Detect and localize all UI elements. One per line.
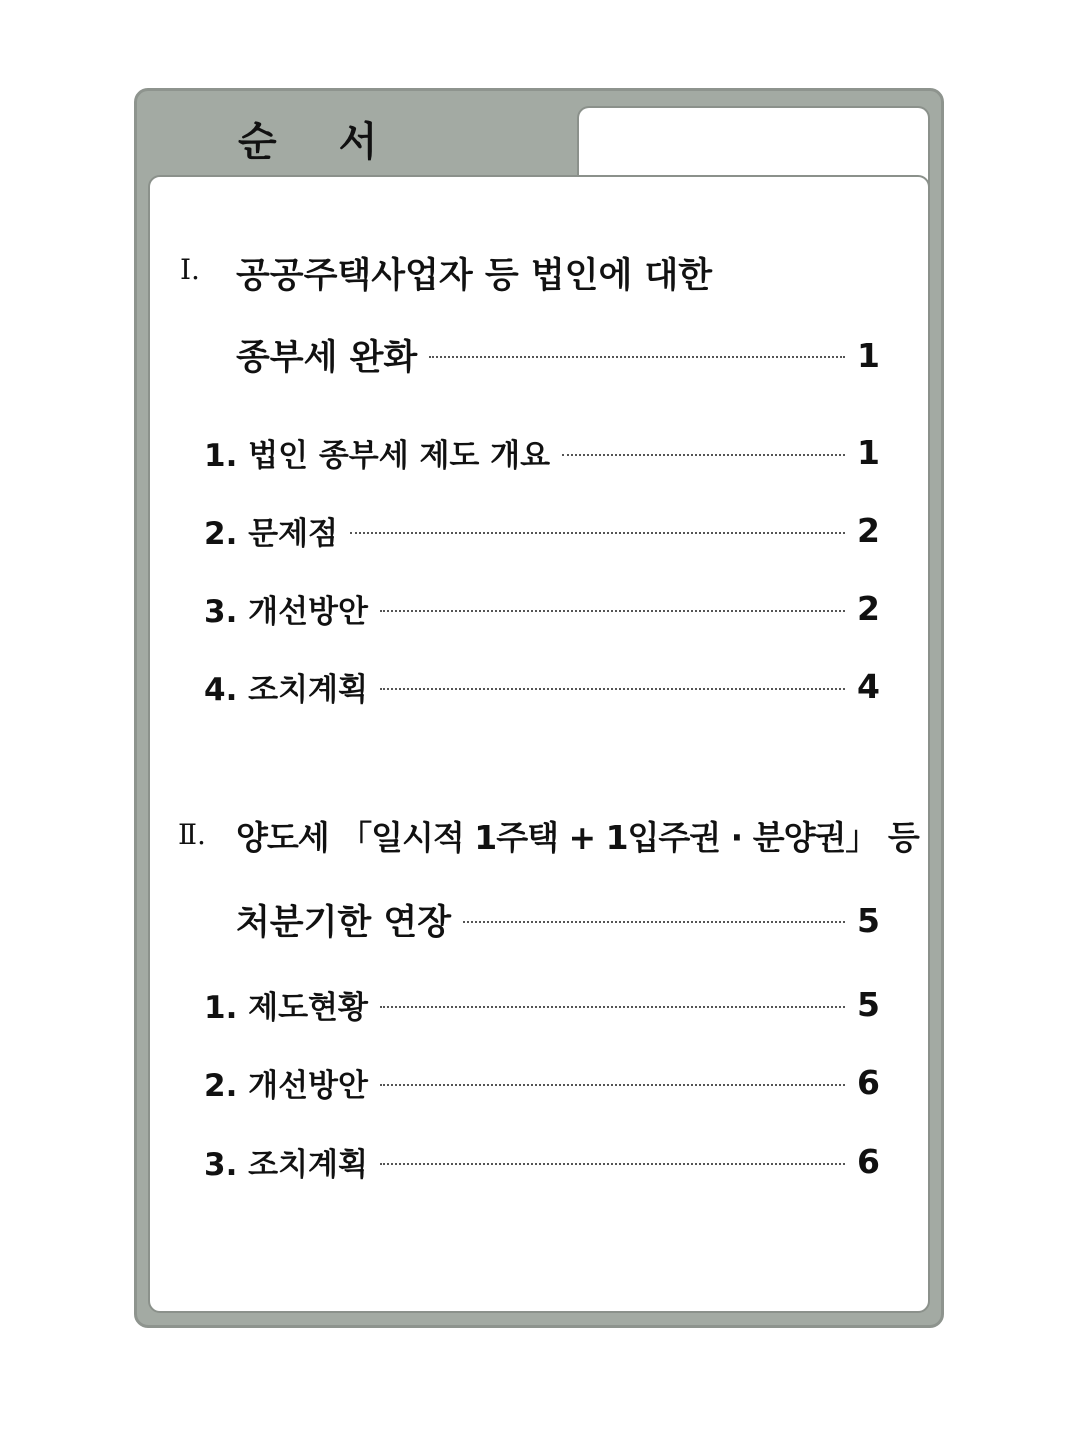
- dot-leader: [380, 1163, 845, 1165]
- dot-leader: [380, 688, 845, 690]
- page-title: [238, 110, 377, 167]
- toc-item-1-1[interactable]: [204, 430, 880, 475]
- toc-item-label: 1. 제도현황: [204, 990, 368, 1026]
- dot-leader: [429, 356, 845, 358]
- dot-leader: [380, 610, 845, 612]
- section-1-numeral: Ⅰ.: [180, 253, 200, 286]
- section-1-title-line2: 종부세 완화: [236, 338, 418, 378]
- toc-item-page: 6: [857, 1063, 880, 1102]
- toc-item-label: 2. 개선방안: [204, 1068, 368, 1104]
- section-2-heading-line2[interactable]: [236, 895, 880, 945]
- toc-item-label: 4. 조치계획: [204, 672, 368, 708]
- title-char-2: 서: [338, 119, 378, 165]
- toc-item-page: 5: [857, 985, 880, 1024]
- toc-item-1-2[interactable]: [204, 508, 880, 553]
- section-2-title-line2: 처분기한 연장: [236, 903, 452, 943]
- toc-item-page: 4: [857, 667, 880, 706]
- dot-leader: [350, 532, 845, 534]
- section-1-title-line1: 공공주택사업자 등 법인에 대한: [236, 256, 713, 296]
- dot-leader: [380, 1084, 845, 1086]
- toc-item-page: 2: [857, 511, 880, 550]
- toc-item-label: 3. 개선방안: [204, 594, 368, 630]
- toc-item-page: 2: [857, 589, 880, 628]
- dot-leader: [380, 1006, 845, 1008]
- section-2-title-line1: 양도세 「일시적 1주택 + 1입주권 · 분양권」 등: [236, 818, 919, 857]
- section-1-heading-line1: [236, 248, 712, 298]
- title-char-1: 순: [238, 119, 277, 165]
- toc-item-label: 2. 문제점: [204, 516, 338, 552]
- section-2-heading-line1: [236, 812, 919, 859]
- toc-item-page: 1: [857, 433, 880, 472]
- toc-item-2-3[interactable]: [204, 1139, 880, 1184]
- dot-leader: [562, 454, 845, 456]
- toc-item-2-1[interactable]: [204, 982, 880, 1027]
- toc-item-1-4[interactable]: [204, 664, 880, 709]
- section-1-heading-line2[interactable]: [236, 330, 880, 380]
- toc-item-label: 3. 조치계획: [204, 1147, 368, 1183]
- toc-item-1-3[interactable]: [204, 586, 880, 631]
- toc-item-page: 6: [857, 1142, 880, 1181]
- section-1-page: 1: [857, 335, 880, 375]
- toc-item-label: 1. 법인 종부세 제도 개요: [204, 438, 551, 474]
- dot-leader: [463, 921, 845, 923]
- section-2-numeral: Ⅱ.: [178, 818, 206, 851]
- section-2-page: 5: [857, 900, 880, 940]
- toc-item-2-2[interactable]: [204, 1060, 880, 1105]
